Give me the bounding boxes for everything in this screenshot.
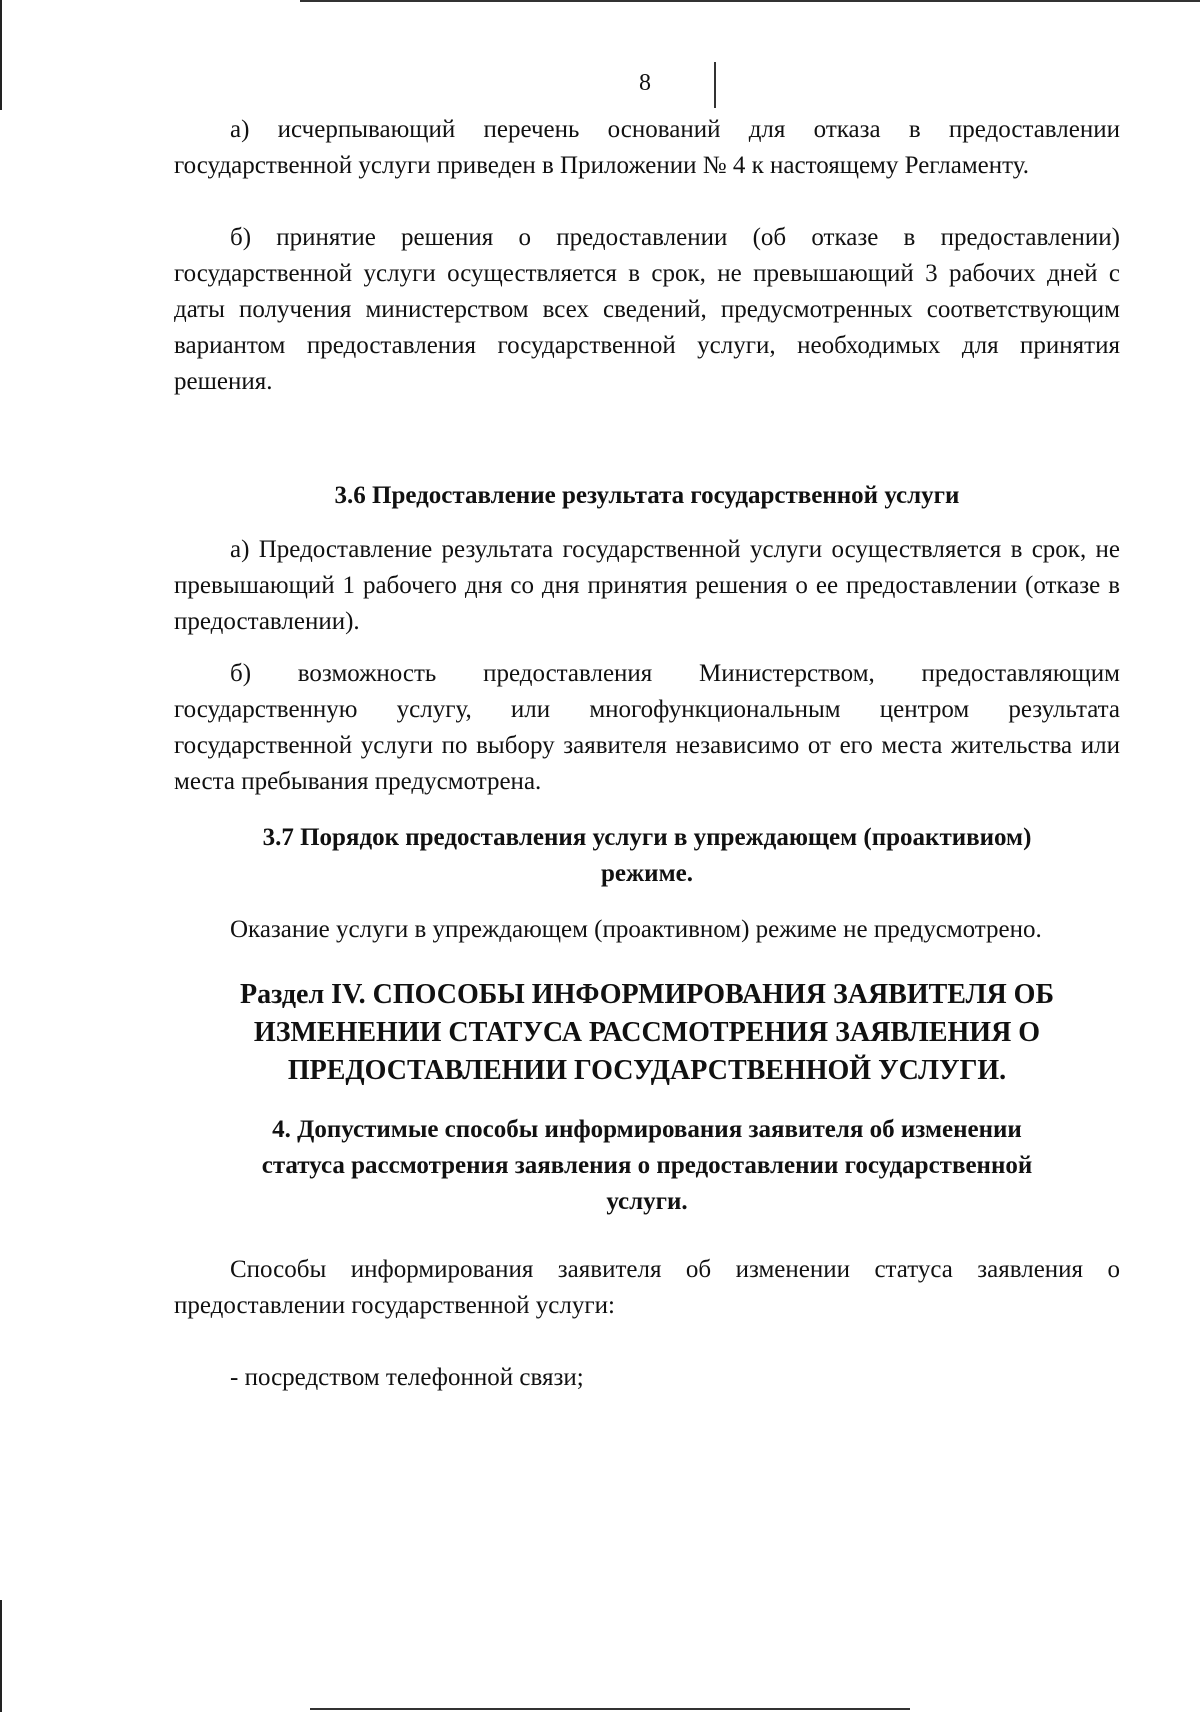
section-iv-title-line1: Раздел IV. СПОСОБЫ ИНФОРМИРОВАНИЯ ЗАЯВИТЕЛЯ ОБ bbox=[240, 979, 1054, 1010]
paragraph-result-options: б) возможность предоставления Министерством, предоставляющим государственную услугу, или многофункциональным центром результата государственной услуги по выбору заявителя независимо от его места жительства или места пребывания предусмотрена. bbox=[174, 660, 1120, 795]
heading-4-line1: 4. Допустимые способы информирования заявителя об изменении bbox=[272, 1116, 1022, 1143]
heading-3-7-line1: 3.7 Порядок предоставления услуги в упреждающем (проактивиом) bbox=[262, 824, 1032, 851]
paragraph-proactive: Оказание услуги в упреждающем (проактивном) режиме не предусмотрено. bbox=[230, 916, 1042, 943]
heading-4-line3: услуги. bbox=[606, 1188, 688, 1215]
section-iv-title-line3: ПРЕДОСТАВЛЕНИИ ГОСУДАРСТВЕННОЙ УСЛУГИ. bbox=[287, 1055, 1007, 1086]
page-number: 8 bbox=[639, 70, 651, 96]
paragraph-refusal-grounds: а) исчерпывающий перечень оснований для отказа в предоставлении государственной услуги приведен в Приложении № 4 к настоящему Регламенту. bbox=[174, 116, 1120, 179]
paragraph-decision-term: б) принятие решения о предоставлении (об отказе в предоставлении) государственной услуги осуществляется в срок, не превышающий 3 рабочих дней с даты получения министерством всех сведений, предусмотренных соответствующим вариантом предоставления государственной услуги, необходимых для принятия решения. bbox=[174, 224, 1120, 395]
heading-3-6: 3.6 Предоставление результата государственной услуги bbox=[334, 482, 960, 509]
list-item-phone: - посредством телефонной связи; bbox=[230, 1364, 584, 1391]
heading-3-7-line2: режиме. bbox=[601, 860, 693, 887]
scan-edge-bottom bbox=[310, 1708, 910, 1710]
scan-edge-top bbox=[300, 0, 1200, 2]
paragraph-result-term: а) Предоставление результата государственной услуги осуществляется в срок, не превышающий 1 рабочего дня со дня принятия решения о ее предоставлении (отказе в предоставлении). bbox=[174, 536, 1120, 635]
section-iv-title-line2: ИЗМЕНЕНИИ СТАТУСА РАССМОТРЕНИЯ ЗАЯВЛЕНИЯ О bbox=[253, 1017, 1041, 1048]
paragraph-info-methods: Способы информирования заявителя об изменении статуса заявления о предоставлении государственной услуги: bbox=[174, 1256, 1120, 1319]
scan-edge-left-bottom bbox=[0, 1600, 2, 1712]
heading-4-line2: статуса рассмотрения заявления о предоставлении государственной bbox=[261, 1152, 1033, 1179]
document-body bbox=[174, 112, 1120, 1396]
